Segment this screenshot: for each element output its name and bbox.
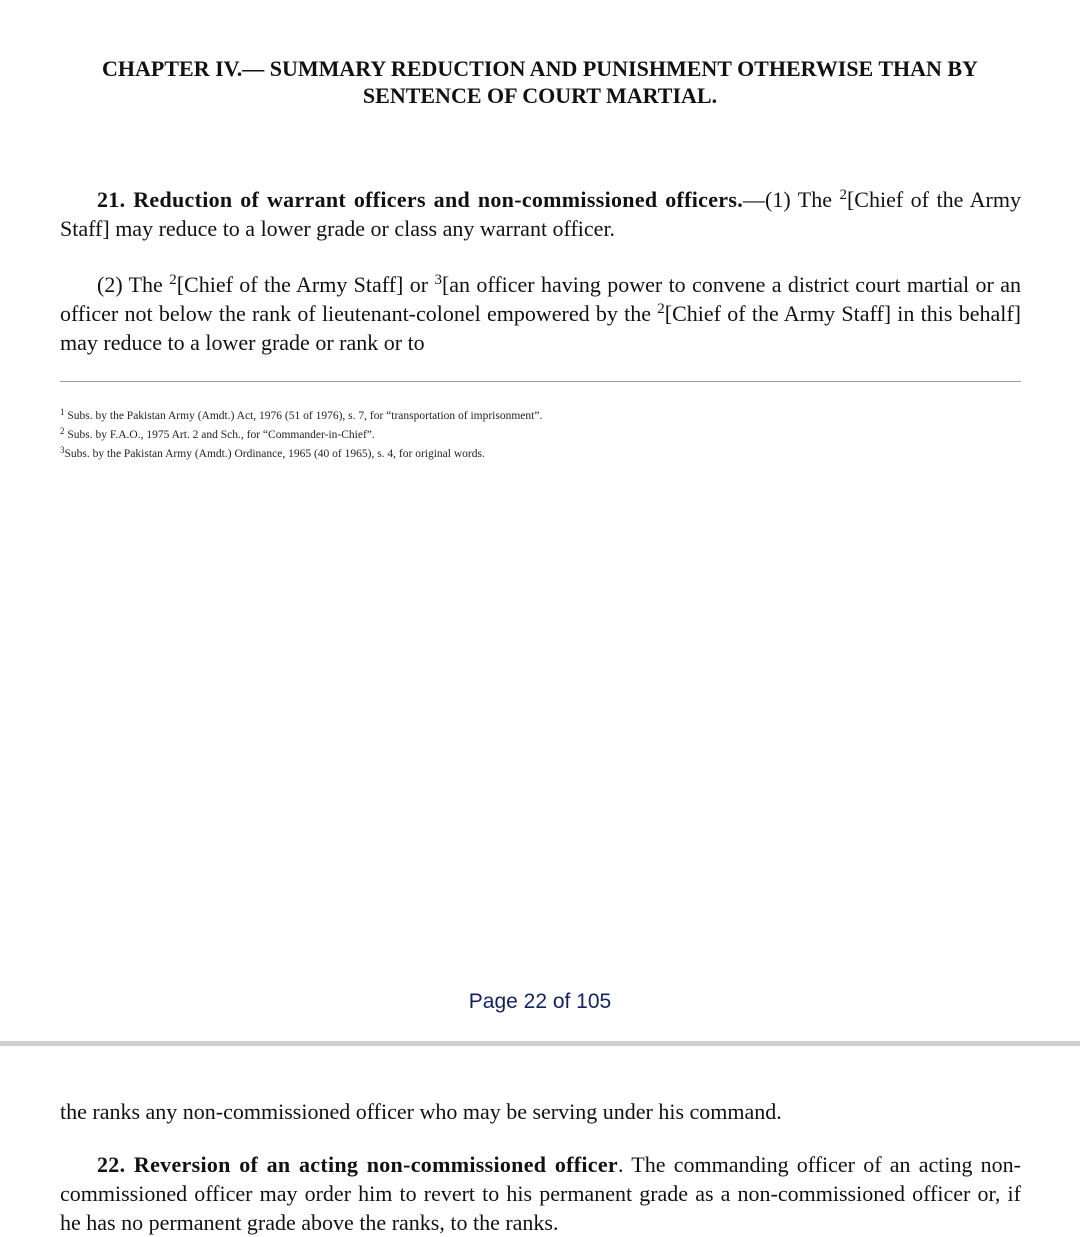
- subsection-2-text-a: [Chief of the Army Staff] or: [176, 272, 435, 297]
- footnote-text: Subs. by the Pakistan Army (Amdt.) Ordinance, 1965 (40 of 1965), s. 4, for original words.: [64, 448, 485, 460]
- section-21-continuation: the ranks any non-commissioned officer who may be serving under his command.: [60, 1099, 782, 1124]
- subsection-2-text-b: [an officer having power to convene a district court martial or an officer not below the rank of lieutenant-colonel empowered by the: [60, 272, 1021, 326]
- subsection-1-text: [Chief of the Army Staff] may reduce to a lower grade or class any warrant officer.: [60, 187, 1021, 241]
- footnote-ref-2[interactable]: 2: [839, 187, 847, 203]
- subsection-1-prefix: —(1) The: [743, 187, 840, 212]
- footnotes: [60, 407, 1021, 464]
- footnote-ref-2[interactable]: 2: [169, 272, 177, 288]
- subsection-2-text-c: [Chief of the Army Staff] in this behalf] may reduce to a lower grade or rank or to: [60, 301, 1022, 355]
- footnote-1: [60, 407, 1021, 426]
- chapter-title: [60, 55, 1020, 109]
- page-separator: [0, 1041, 1080, 1046]
- chapter-title-line-1: CHAPTER IV.— SUMMARY REDUCTION AND PUNISHMENT OTHERWISE THAN BY: [102, 56, 978, 81]
- section-22-text: . The commanding officer of an acting non-commissioned officer may order him to revert to his permanent grade as a non-commissioned officer or, if he has no permanent grade above the ranks, to the ranks.: [60, 1152, 1021, 1235]
- footnote-3: [60, 445, 1021, 464]
- footnote-2: [60, 426, 1021, 445]
- footnote-ref-3[interactable]: 3: [434, 272, 442, 288]
- section-21-subsection-1: [60, 185, 1021, 243]
- footnote-text: Subs. by F.A.O., 1975 Art. 2 and Sch., for “Commander-in-Chief”.: [64, 429, 375, 441]
- page-indicator: Page 22 of 105: [468, 990, 612, 1013]
- section-22-paragraph: [60, 1150, 1021, 1237]
- footnote-divider: [60, 381, 1021, 382]
- footnote-mark: 2: [60, 426, 65, 436]
- footnote-mark: 1: [60, 407, 65, 417]
- subsection-2-prefix: (2) The: [97, 272, 170, 297]
- section-22-heading: 22. Reversion of an acting non-commissioned officer: [97, 1152, 618, 1177]
- footnote-mark: 3: [60, 445, 65, 455]
- section-21-subsection-2: [60, 270, 1021, 357]
- section-21-heading: 21. Reduction of warrant officers and non-commissioned officers.: [97, 187, 744, 212]
- footnote-ref-2[interactable]: 2: [657, 301, 665, 317]
- footnote-text: Subs. by the Pakistan Army (Amdt.) Act, 1976 (51 of 1976), s. 7, for “transportation of imprisonment”.: [64, 410, 543, 422]
- chapter-title-line-2: SENTENCE OF COURT MARTIAL.: [362, 83, 718, 108]
